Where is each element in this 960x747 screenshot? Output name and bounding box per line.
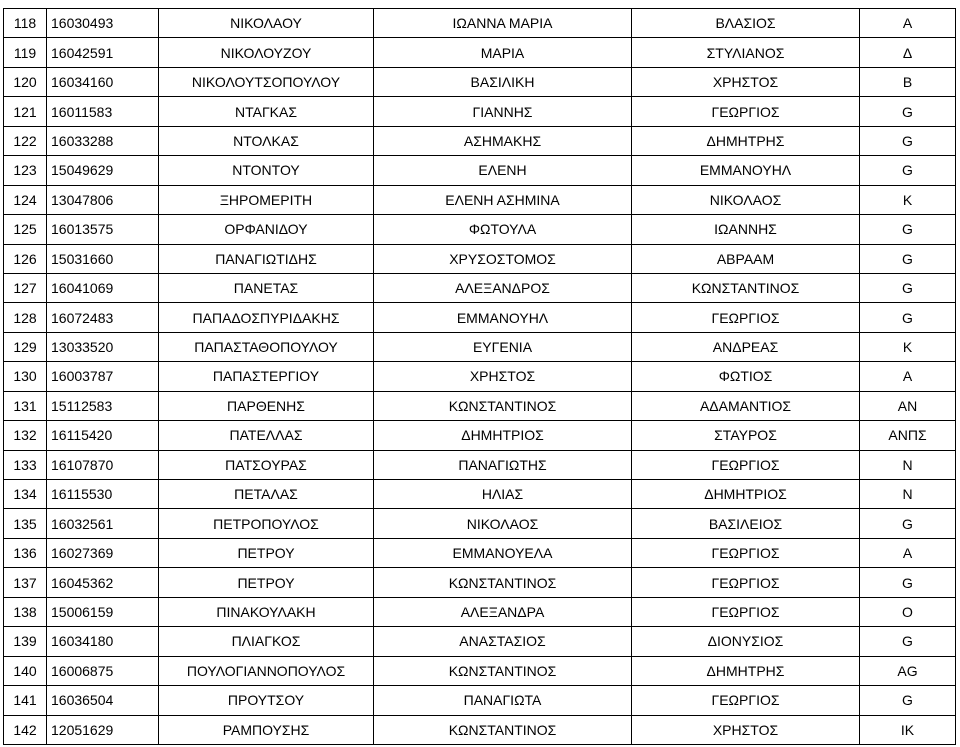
code-cell: AG bbox=[860, 656, 956, 685]
surname-cell: ΠΑΤΕΛΛΑΣ bbox=[159, 421, 374, 450]
surname-cell: ΠΑΝΕΤΑΣ bbox=[159, 273, 374, 302]
father-name-cell: ΚΩΝΣΤΑΝΤΙΝΟΣ bbox=[632, 273, 860, 302]
code-cell: G bbox=[860, 244, 956, 273]
father-name-cell: ΓΕΩΡΓΙΟΣ bbox=[632, 597, 860, 626]
code-cell: G bbox=[860, 568, 956, 597]
first-name-cell: ΗΛΙΑΣ bbox=[374, 480, 632, 509]
surname-cell: ΝΤΟΛΚΑΣ bbox=[159, 126, 374, 155]
row-number: 136 bbox=[4, 538, 47, 567]
code-cell: G bbox=[860, 686, 956, 715]
first-name-cell: ΕΜΜΑΝΟΥΕΛΑ bbox=[374, 538, 632, 567]
table-row bbox=[4, 656, 956, 685]
code-cell: Δ bbox=[860, 38, 956, 67]
row-number: 122 bbox=[4, 126, 47, 155]
row-number: 121 bbox=[4, 97, 47, 126]
first-name-cell: ΚΩΝΣΤΑΝΤΙΝΟΣ bbox=[374, 715, 632, 745]
first-name-cell: ΙΩΑΝΝΑ ΜΑΡΙΑ bbox=[374, 9, 632, 38]
surname-cell: ΠΑΝΑΓΙΩΤΙΔΗΣ bbox=[159, 244, 374, 273]
row-number: 118 bbox=[4, 9, 47, 38]
code-cell: G bbox=[860, 215, 956, 244]
registration-number: 16107870 bbox=[47, 450, 159, 479]
father-name-cell: ΔΗΜΗΤΡΙΟΣ bbox=[632, 480, 860, 509]
father-name-cell: ΔΗΜΗΤΡΗΣ bbox=[632, 126, 860, 155]
father-name-cell: ΑΝΔΡΕΑΣ bbox=[632, 332, 860, 361]
registration-number: 16030493 bbox=[47, 9, 159, 38]
row-number: 141 bbox=[4, 686, 47, 715]
registration-number: 16034160 bbox=[47, 67, 159, 96]
code-cell: Α bbox=[860, 362, 956, 391]
surname-cell: ΠΟΥΛΟΓΙΑΝΝΟΠΟΥΛΟΣ bbox=[159, 656, 374, 685]
first-name-cell: ΠΑΝΑΓΙΩΤΑ bbox=[374, 686, 632, 715]
first-name-cell: ΑΝΑΣΤΑΣΙΟΣ bbox=[374, 627, 632, 656]
first-name-cell: ΕΜΜΑΝΟΥΗΛ bbox=[374, 303, 632, 332]
first-name-cell: ΚΩΝΣΤΑΝΤΙΝΟΣ bbox=[374, 656, 632, 685]
code-cell: Α bbox=[860, 9, 956, 38]
table-row bbox=[4, 568, 956, 597]
father-name-cell: ΓΕΩΡΓΙΟΣ bbox=[632, 686, 860, 715]
surname-cell: ΠΕΤΡΟΥ bbox=[159, 568, 374, 597]
table-row bbox=[4, 421, 956, 450]
registration-number: 16045362 bbox=[47, 568, 159, 597]
first-name-cell: ΧΡΥΣΟΣΤΟΜΟΣ bbox=[374, 244, 632, 273]
father-name-cell: ΑΒΡΑΑΜ bbox=[632, 244, 860, 273]
first-name-cell: ΕΛΕΝΗ bbox=[374, 156, 632, 185]
surname-cell: ΠΛΙΑΓΚΟΣ bbox=[159, 627, 374, 656]
table-row bbox=[4, 9, 956, 38]
row-number: 137 bbox=[4, 568, 47, 597]
code-cell: G bbox=[860, 126, 956, 155]
registration-number: 15031660 bbox=[47, 244, 159, 273]
surname-cell: ΟΡΦΑΝΙΔΟΥ bbox=[159, 215, 374, 244]
surname-cell: ΠΕΤΡΟΥ bbox=[159, 538, 374, 567]
father-name-cell: ΦΩΤΙΟΣ bbox=[632, 362, 860, 391]
surname-cell: ΠΑΠΑΔΟΣΠΥΡΙΔΑΚΗΣ bbox=[159, 303, 374, 332]
code-cell: Α bbox=[860, 538, 956, 567]
first-name-cell: ΑΛΕΞΑΝΔΡΟΣ bbox=[374, 273, 632, 302]
surname-cell: ΠΡΟΥΤΣΟΥ bbox=[159, 686, 374, 715]
table-row bbox=[4, 686, 956, 715]
first-name-cell: ΑΣΗΜΑΚΗΣ bbox=[374, 126, 632, 155]
registration-number: 16006875 bbox=[47, 656, 159, 685]
first-name-cell: ΜΑΡΙΑ bbox=[374, 38, 632, 67]
registration-number: 16042591 bbox=[47, 38, 159, 67]
code-cell: Κ bbox=[860, 185, 956, 214]
row-number: 127 bbox=[4, 273, 47, 302]
registration-number: 16034180 bbox=[47, 627, 159, 656]
surname-cell: ΠΕΤΡΟΠΟΥΛΟΣ bbox=[159, 509, 374, 538]
father-name-cell: ΧΡΗΣΤΟΣ bbox=[632, 67, 860, 96]
code-cell: G bbox=[860, 273, 956, 302]
registration-number: 13033520 bbox=[47, 332, 159, 361]
father-name-cell: ΝΙΚΟΛΑΟΣ bbox=[632, 185, 860, 214]
surname-cell: ΝΙΚΟΛΑΟΥ bbox=[159, 9, 374, 38]
table-row bbox=[4, 97, 956, 126]
father-name-cell: ΓΕΩΡΓΙΟΣ bbox=[632, 97, 860, 126]
surname-cell: ΝΤΑΓΚΑΣ bbox=[159, 97, 374, 126]
table-row bbox=[4, 215, 956, 244]
table-row bbox=[4, 391, 956, 420]
registration-number: 15049629 bbox=[47, 156, 159, 185]
surname-cell: ΠΑΡΘΕΝΗΣ bbox=[159, 391, 374, 420]
row-number: 140 bbox=[4, 656, 47, 685]
father-name-cell: ΒΑΣΙΛΕΙΟΣ bbox=[632, 509, 860, 538]
row-number: 124 bbox=[4, 185, 47, 214]
code-cell: ΙΚ bbox=[860, 715, 956, 745]
surname-cell: ΠΑΠΑΣΤΕΡΓΙΟΥ bbox=[159, 362, 374, 391]
row-number: 129 bbox=[4, 332, 47, 361]
surname-cell: ΝΙΚΟΛΟΥΖΟΥ bbox=[159, 38, 374, 67]
roster-body bbox=[4, 9, 956, 745]
code-cell: G bbox=[860, 97, 956, 126]
row-number: 142 bbox=[4, 715, 47, 745]
code-cell: Ν bbox=[860, 450, 956, 479]
code-cell: Ο bbox=[860, 597, 956, 626]
row-number: 139 bbox=[4, 627, 47, 656]
surname-cell: ΝΙΚΟΛΟΥΤΣΟΠΟΥΛΟΥ bbox=[159, 67, 374, 96]
registration-number: 16027369 bbox=[47, 538, 159, 567]
surname-cell: ΝΤΟΝΤΟΥ bbox=[159, 156, 374, 185]
code-cell: G bbox=[860, 156, 956, 185]
table-row bbox=[4, 67, 956, 96]
table-row bbox=[4, 38, 956, 67]
first-name-cell: ΒΑΣΙΛΙΚΗ bbox=[374, 67, 632, 96]
father-name-cell: ΑΔΑΜΑΝΤΙΟΣ bbox=[632, 391, 860, 420]
first-name-cell: ΑΛΕΞΑΝΔΡΑ bbox=[374, 597, 632, 626]
table-row bbox=[4, 185, 956, 214]
first-name-cell: ΔΗΜΗΤΡΙΟΣ bbox=[374, 421, 632, 450]
registration-number: 15112583 bbox=[47, 391, 159, 420]
row-number: 123 bbox=[4, 156, 47, 185]
code-cell: G bbox=[860, 627, 956, 656]
table-row bbox=[4, 480, 956, 509]
table-row bbox=[4, 362, 956, 391]
father-name-cell: ΧΡΗΣΤΟΣ bbox=[632, 715, 860, 745]
code-cell: G bbox=[860, 303, 956, 332]
row-number: 138 bbox=[4, 597, 47, 626]
surname-cell: ΞΗΡΟΜΕΡΙΤΗ bbox=[159, 185, 374, 214]
code-cell: G bbox=[860, 509, 956, 538]
registration-number: 16013575 bbox=[47, 215, 159, 244]
table-row bbox=[4, 538, 956, 567]
registration-number: 15006159 bbox=[47, 597, 159, 626]
table-row bbox=[4, 244, 956, 273]
surname-cell: ΠΙΝΑΚΟΥΛΑΚΗ bbox=[159, 597, 374, 626]
first-name-cell: ΓΙΑΝΝΗΣ bbox=[374, 97, 632, 126]
row-number: 120 bbox=[4, 67, 47, 96]
row-number: 128 bbox=[4, 303, 47, 332]
table-row bbox=[4, 627, 956, 656]
registration-number: 16036504 bbox=[47, 686, 159, 715]
registration-number: 16115420 bbox=[47, 421, 159, 450]
father-name-cell: ΣΤΥΛΙΑΝΟΣ bbox=[632, 38, 860, 67]
registration-number: 16011583 bbox=[47, 97, 159, 126]
table-row bbox=[4, 303, 956, 332]
row-number: 130 bbox=[4, 362, 47, 391]
registration-number: 16003787 bbox=[47, 362, 159, 391]
surname-cell: ΠΕΤΑΛΑΣ bbox=[159, 480, 374, 509]
surname-cell: ΠΑΠΑΣΤΑΘΟΠΟΥΛΟΥ bbox=[159, 332, 374, 361]
row-number: 119 bbox=[4, 38, 47, 67]
father-name-cell: ΓΕΩΡΓΙΟΣ bbox=[632, 568, 860, 597]
father-name-cell: ΙΩΑΝΝΗΣ bbox=[632, 215, 860, 244]
row-number: 132 bbox=[4, 421, 47, 450]
registration-number: 16041069 bbox=[47, 273, 159, 302]
registration-number: 16033288 bbox=[47, 126, 159, 155]
father-name-cell: ΔΗΜΗΤΡΗΣ bbox=[632, 656, 860, 685]
father-name-cell: ΔΙΟΝΥΣΙΟΣ bbox=[632, 627, 860, 656]
first-name-cell: ΧΡΗΣΤΟΣ bbox=[374, 362, 632, 391]
first-name-cell: ΦΩΤΟΥΛΑ bbox=[374, 215, 632, 244]
table-row bbox=[4, 597, 956, 626]
registration-number: 16032561 bbox=[47, 509, 159, 538]
surname-cell: ΡΑΜΠΟΥΣΗΣ bbox=[159, 715, 374, 745]
code-cell: Κ bbox=[860, 332, 956, 361]
table-row bbox=[4, 450, 956, 479]
row-number: 126 bbox=[4, 244, 47, 273]
first-name-cell: ΕΥΓΕΝΙΑ bbox=[374, 332, 632, 361]
registration-number: 12051629 bbox=[47, 715, 159, 745]
code-cell: Ν bbox=[860, 480, 956, 509]
table-row bbox=[4, 273, 956, 302]
registration-number: 13047806 bbox=[47, 185, 159, 214]
registration-number: 16072483 bbox=[47, 303, 159, 332]
father-name-cell: ΕΜΜΑΝΟΥΗΛ bbox=[632, 156, 860, 185]
code-cell: ΑΝΠΣ bbox=[860, 421, 956, 450]
row-number: 131 bbox=[4, 391, 47, 420]
row-number: 133 bbox=[4, 450, 47, 479]
code-cell: Β bbox=[860, 67, 956, 96]
row-number: 134 bbox=[4, 480, 47, 509]
first-name-cell: ΝΙΚΟΛΑΟΣ bbox=[374, 509, 632, 538]
father-name-cell: ΓΕΩΡΓΙΟΣ bbox=[632, 303, 860, 332]
first-name-cell: ΠΑΝΑΓΙΩΤΗΣ bbox=[374, 450, 632, 479]
father-name-cell: ΓΕΩΡΓΙΟΣ bbox=[632, 450, 860, 479]
father-name-cell: ΣΤΑΥΡΟΣ bbox=[632, 421, 860, 450]
first-name-cell: ΚΩΝΣΤΑΝΤΙΝΟΣ bbox=[374, 568, 632, 597]
father-name-cell: ΓΕΩΡΓΙΟΣ bbox=[632, 538, 860, 567]
roster-table bbox=[3, 8, 956, 745]
table-row bbox=[4, 715, 956, 745]
table-row bbox=[4, 332, 956, 361]
registration-number: 16115530 bbox=[47, 480, 159, 509]
table-row bbox=[4, 126, 956, 155]
first-name-cell: ΕΛΕΝΗ ΑΣΗΜΙΝΑ bbox=[374, 185, 632, 214]
row-number: 125 bbox=[4, 215, 47, 244]
first-name-cell: ΚΩΝΣΤΑΝΤΙΝΟΣ bbox=[374, 391, 632, 420]
surname-cell: ΠΑΤΣΟΥΡΑΣ bbox=[159, 450, 374, 479]
table-row bbox=[4, 156, 956, 185]
code-cell: ΑΝ bbox=[860, 391, 956, 420]
table-row bbox=[4, 509, 956, 538]
row-number: 135 bbox=[4, 509, 47, 538]
father-name-cell: ΒΛΑΣΙΟΣ bbox=[632, 9, 860, 38]
